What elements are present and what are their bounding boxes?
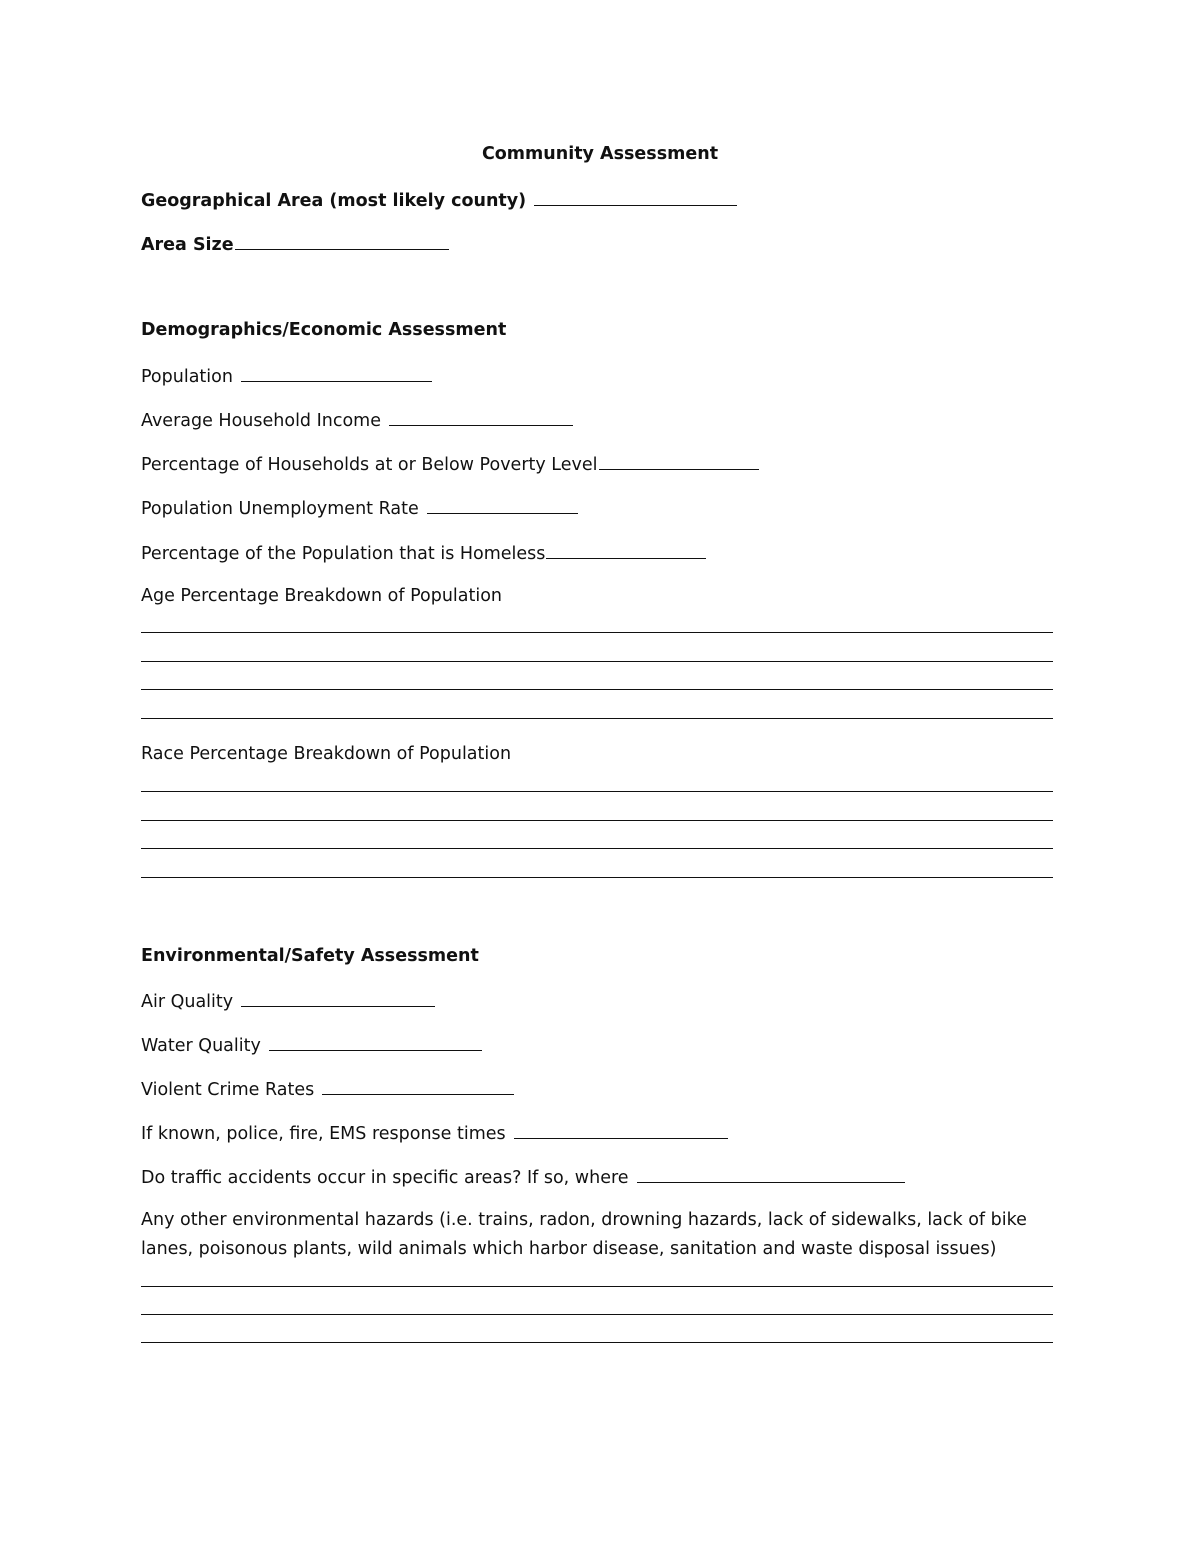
air-quality-blank[interactable] — [241, 989, 435, 1007]
traffic-field — [141, 1165, 905, 1189]
hazards-label-line1: Any other environmental hazards (i.e. trains, radon, drowning hazards, lack of sidewalks, lack of bike — [141, 1210, 1027, 1230]
geographical-area-label: Geographical Area (most likely county) — [141, 191, 527, 211]
poverty-blank[interactable] — [599, 452, 759, 470]
unemployment-label: Population Unemployment Rate — [141, 499, 419, 519]
hazards-label-line2: lanes, poisonous plants, wild animals which harbor disease, sanitation and waste disposal issues) — [141, 1239, 997, 1259]
hazards-line[interactable] — [141, 1314, 1053, 1315]
geographical-area-blank[interactable] — [534, 188, 737, 206]
age-breakdown-line[interactable] — [141, 632, 1053, 633]
traffic-blank[interactable] — [637, 1165, 905, 1183]
poverty-field — [141, 452, 759, 476]
air-quality-field — [141, 989, 435, 1013]
demographics-heading: Demographics/Economic Assessment — [141, 320, 507, 340]
race-breakdown-line[interactable] — [141, 820, 1053, 821]
area-size-field — [141, 232, 449, 256]
crime-rates-blank[interactable] — [322, 1077, 514, 1095]
response-times-field — [141, 1121, 728, 1145]
race-breakdown-line[interactable] — [141, 877, 1053, 878]
environment-heading: Environmental/Safety Assessment — [141, 946, 479, 966]
crime-rates-label: Violent Crime Rates — [141, 1080, 315, 1100]
traffic-label: Do traffic accidents occur in specific areas? If so, where — [141, 1168, 629, 1188]
population-field — [141, 364, 432, 388]
race-breakdown-line[interactable] — [141, 848, 1053, 849]
geographical-area-field — [141, 188, 737, 212]
population-label: Population — [141, 367, 233, 387]
age-breakdown-line[interactable] — [141, 661, 1053, 662]
age-breakdown-line[interactable] — [141, 689, 1053, 690]
income-field — [141, 408, 573, 432]
poverty-label: Percentage of Households at or Below Poverty Level — [141, 455, 598, 475]
water-quality-blank[interactable] — [269, 1033, 482, 1051]
unemployment-field — [141, 496, 578, 520]
age-breakdown-line[interactable] — [141, 718, 1053, 719]
hazards-line[interactable] — [141, 1342, 1053, 1343]
age-breakdown-label: Age Percentage Breakdown of Population — [141, 586, 503, 606]
income-blank[interactable] — [389, 408, 573, 426]
income-label: Average Household Income — [141, 411, 381, 431]
race-breakdown-label: Race Percentage Breakdown of Population — [141, 744, 512, 764]
unemployment-blank[interactable] — [427, 496, 578, 514]
water-quality-label: Water Quality — [141, 1036, 261, 1056]
page-title: Community Assessment — [481, 144, 719, 164]
homeless-blank[interactable] — [546, 541, 706, 559]
area-size-blank[interactable] — [235, 232, 449, 250]
race-breakdown-line[interactable] — [141, 791, 1053, 792]
hazards-line[interactable] — [141, 1286, 1053, 1287]
response-times-blank[interactable] — [514, 1121, 728, 1139]
crime-rates-field — [141, 1077, 514, 1101]
population-blank[interactable] — [241, 364, 432, 382]
area-size-label: Area Size — [141, 235, 234, 255]
air-quality-label: Air Quality — [141, 992, 234, 1012]
homeless-label: Percentage of the Population that is Homeless — [141, 544, 546, 564]
water-quality-field — [141, 1033, 482, 1057]
homeless-field — [141, 541, 706, 565]
response-times-label: If known, police, fire, EMS response times — [141, 1124, 506, 1144]
